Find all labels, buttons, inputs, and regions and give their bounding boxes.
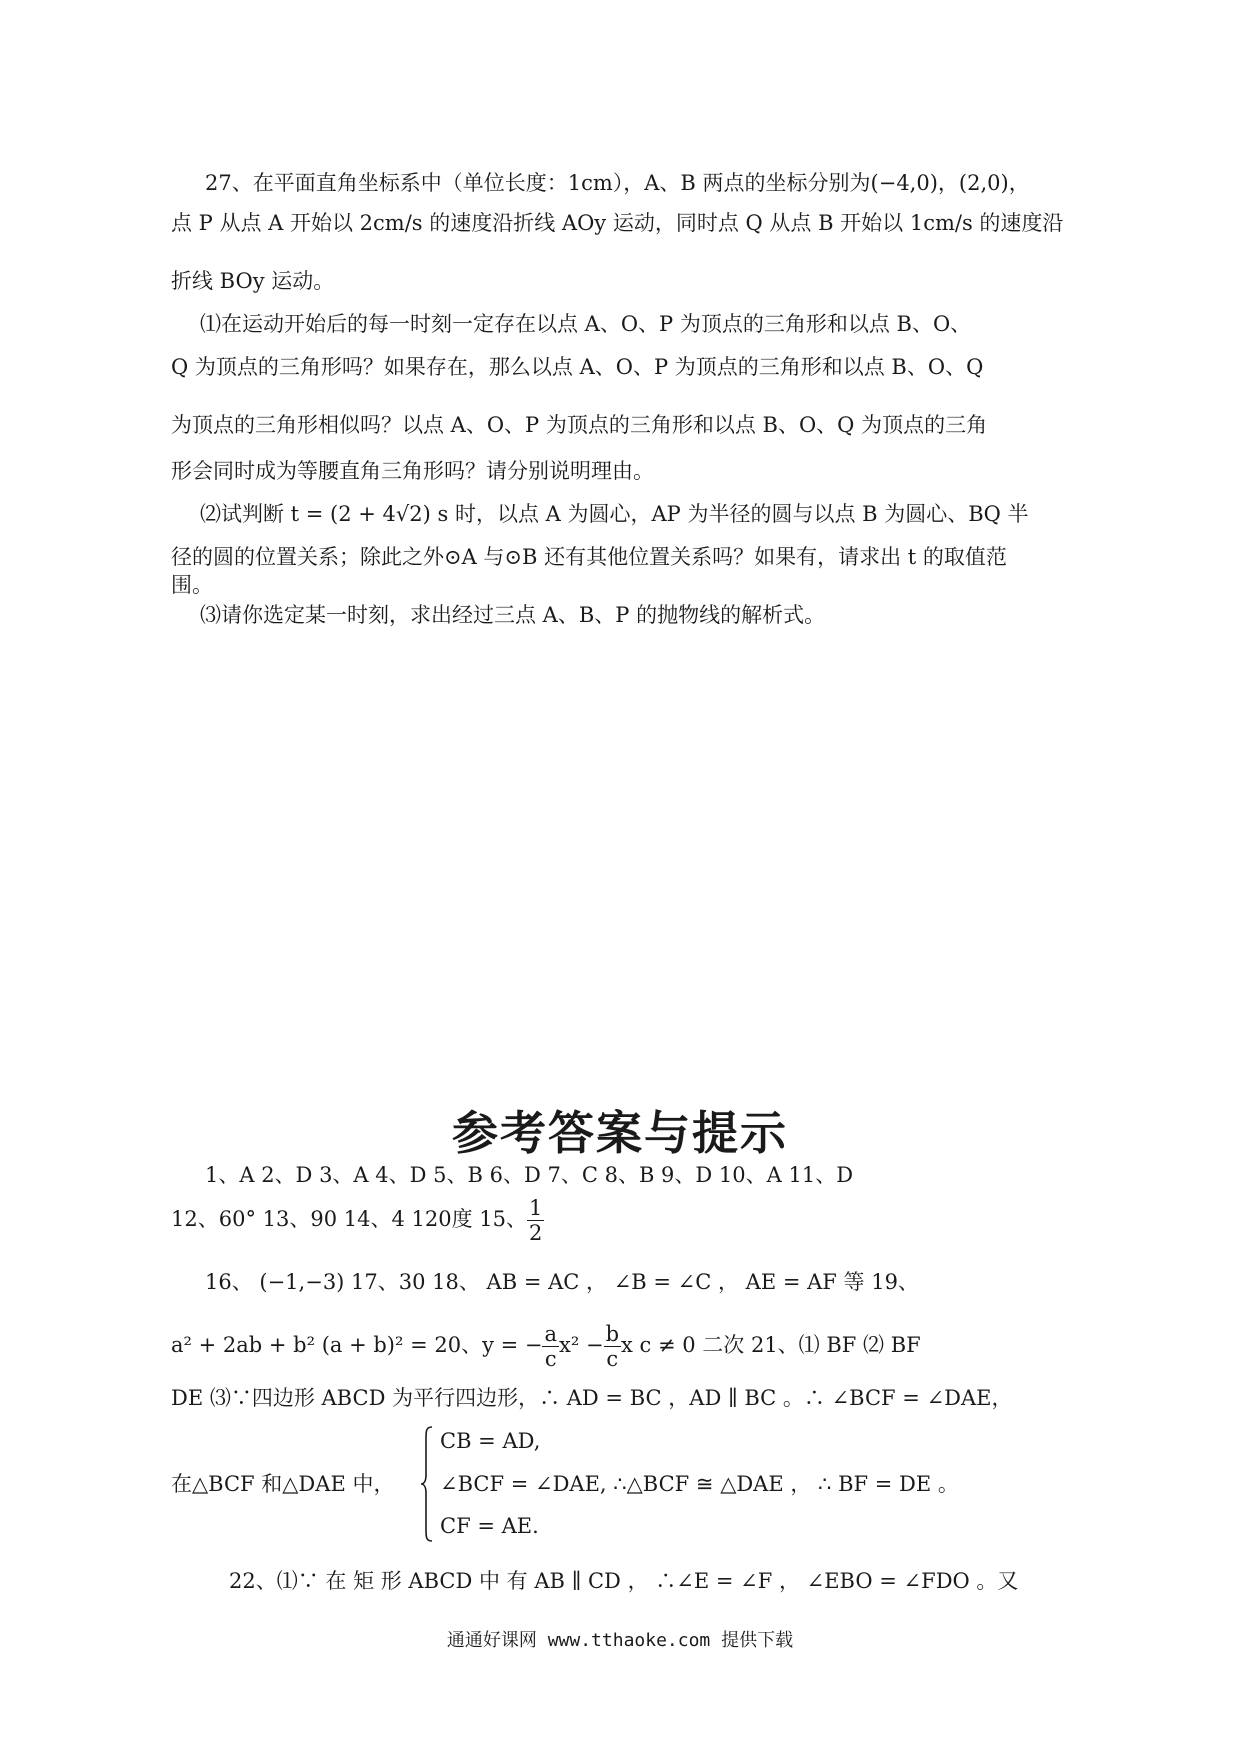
answer-row-4 [171, 1322, 921, 1371]
answer-row-2 [171, 1196, 544, 1245]
problem-line-5: Q 为顶点的三角形吗？如果存在，那么以点 A、O、P 为顶点的三角形和以点 B、O、Q [171, 355, 984, 379]
answer-row-6: 在△BCF 和△DAE 中， [171, 1472, 395, 1496]
fraction-a-over-c [542, 1322, 559, 1371]
footer-text: 通通好课网 www.tthaoke.com 提供下载 [446, 1630, 794, 1651]
fraction-denominator: c [544, 1347, 557, 1371]
system-line-3: CF = AE. [440, 1514, 539, 1538]
answer-row-1: 1、A 2、D 3、A 4、D 5、B 6、D 7、C 8、B 9、D 10、A 11、D [205, 1163, 854, 1187]
fraction-one-half [527, 1196, 544, 1245]
problem-line-8: ⑵试判断 t = (2 + 4√2) s 时，以点 A 为圆心，AP 为半径的圆与以点 B 为圆心、BQ 半 [200, 502, 1029, 526]
fraction-numerator: b [605, 1322, 620, 1346]
answer-row-3: 16、 (−1,−3) 17、30 18、 AB = AC ， ∠B = ∠C ， AE = AF 等 19、 [205, 1270, 919, 1294]
problem-line-11: ⑶请你选定某一时刻，求出经过三点 A、B、P 的抛物线的解析式。 [200, 603, 826, 627]
problem-line-4: ⑴在运动开始后的每一时刻一定存在以点 A、O、P 为顶点的三角形和以点 B、O、 [200, 312, 972, 336]
system-line-1: CB = AD, [440, 1429, 541, 1453]
answer-row-2-text: 12、60° 13、90 14、4 120度 15、 [171, 1207, 527, 1231]
problem-line-2: 点 P 从点 A 开始以 2cm/s 的速度沿折线 AOy 运动，同时点 Q 从点 B 开始以 1cm/s 的速度沿 [171, 211, 1064, 235]
system-brace [420, 1425, 434, 1543]
problem-line-1: 27、在平面直角坐标系中（单位长度：1cm），A、B 两点的坐标分别为(−4,0)，(2,0)， [205, 171, 1030, 195]
fraction-numerator: 1 [528, 1196, 543, 1220]
answer-row-5: DE ⑶∵四边形 ABCD 为平行四边形，∴ AD = BC ，AD ∥ BC 。∴ ∠BCF = ∠DAE， [171, 1386, 1013, 1410]
fraction-numerator: a [544, 1322, 558, 1346]
answer-row-7: 22、⑴∵ 在 矩 形 ABCD 中 有 AB ∥ CD ， ∴∠E = ∠F ， ∠EBO = ∠FDO 。又 [229, 1569, 1019, 1593]
problem-line-6: 为顶点的三角形相似吗？以点 A、O、P 为顶点的三角形和以点 B、O、Q 为顶点的三角 [171, 413, 988, 437]
problem-line-9: 径的圆的位置关系；除此之外⊙A 与⊙B 还有其他位置关系吗？如果有，请求出 t 的取值范 [171, 545, 1007, 569]
answers-title: 参考答案与提示 [452, 1106, 788, 1160]
fraction-b-over-c [604, 1322, 621, 1371]
fraction-denominator: 2 [528, 1221, 543, 1245]
problem-line-10: 围。 [171, 573, 213, 597]
answer-row-4-part-b: x² − [559, 1333, 604, 1357]
answer-row-4-part-c: x c ≠ 0 二次 21、⑴ BF ⑵ BF [621, 1333, 921, 1357]
fraction-denominator: c [606, 1347, 619, 1371]
answer-row-4-part-a: a² + 2ab + b² (a + b)² = 20、y = − [171, 1333, 543, 1357]
problem-line-3: 折线 BOy 运动。 [171, 269, 335, 293]
problem-line-7: 形会同时成为等腰直角三角形吗？请分别说明理由。 [171, 459, 654, 483]
system-line-2: ∠BCF = ∠DAE, ∴△BCF ≅ △DAE ， ∴ BF = DE 。 [440, 1472, 959, 1496]
